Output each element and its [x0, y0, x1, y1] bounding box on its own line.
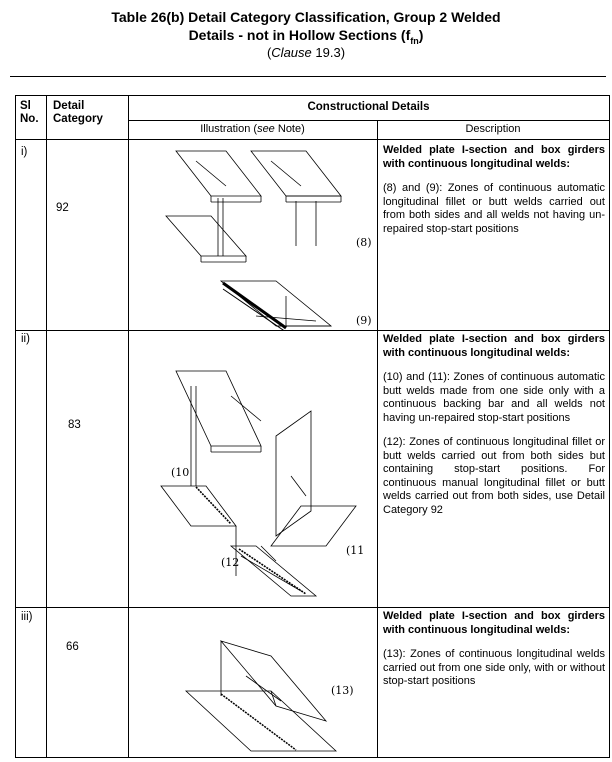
- col-divider-1: [46, 96, 47, 757]
- col-header-sl-a: Sl: [20, 100, 31, 112]
- clause-close: ): [340, 45, 346, 60]
- col-divider-3: [377, 120, 378, 757]
- table-title-line-1: Table 26(b) Detail Category Classification, Group 2 Welded: [111, 9, 501, 25]
- clause-number: 19.3: [311, 45, 341, 60]
- row-3-para-1: (13): Zones of continuous longitudinal welds carried out from one side only, with or without stop-start positions: [383, 648, 605, 687]
- title-close: ): [418, 27, 424, 43]
- illustration-label: Illustration (: [200, 123, 258, 135]
- row-3-heading: Welded plate I-section and box girders with continuous longitudinal welds:: [383, 610, 605, 636]
- col-header-constructional: Constructional Details: [307, 101, 430, 113]
- col-header-illustration: [128, 123, 377, 135]
- row-1-description: [383, 144, 605, 247]
- row-1-para-1: (8) and (9): Zones of continuous automatic longitudinal fillet or butt welds carried out from both sides and all welds not having un-repaired stop-start positions: [383, 182, 605, 235]
- col-header-detail-b: Category: [53, 113, 103, 125]
- row-3-category: 66: [66, 641, 79, 653]
- label-10: (10: [171, 466, 190, 479]
- detail-category-table: [15, 95, 610, 758]
- row-2-description: [383, 333, 605, 528]
- row-2-illustration: [151, 366, 371, 601]
- illustration-see: see: [257, 123, 275, 135]
- row-2-para-2: (12): Zones of continuous longitudinal fillet or butt welds carried out from both sides but containing stop-start positions. For continuous manual longitudinal fillet or butt welds carried out from both sides, use Detail Category 92: [383, 436, 605, 516]
- col-divider-2: [128, 96, 129, 757]
- col-header-description: Description: [465, 123, 521, 135]
- row-2-sl: ii): [21, 333, 30, 345]
- welded-girder-drawing-13: [166, 636, 371, 756]
- clause-open: (: [266, 45, 272, 60]
- label-9: (9): [356, 314, 372, 327]
- row-3-description: [383, 610, 605, 700]
- label-11: (11: [346, 544, 365, 557]
- header-bottom: [16, 139, 609, 140]
- welded-girder-drawing-10-12: [151, 366, 371, 601]
- row-3-illustration: [166, 636, 371, 756]
- row-1-illustration: [156, 146, 374, 331]
- label-12: (12: [221, 556, 240, 569]
- title-subscript: fn: [410, 35, 419, 46]
- row-2-para-1: (10) and (11): Zones of continuous automatic butt welds made from one side only with a continuous backing bar and all welds not having un-repaired stop-start positions: [383, 371, 605, 424]
- welded-girder-drawing-8-9: [156, 146, 374, 331]
- clause-word: Clause: [271, 45, 312, 60]
- header-split: [128, 120, 609, 121]
- col-header-sl: [20, 100, 39, 126]
- label-13: (13): [331, 684, 354, 697]
- row-1-heading: Welded plate I-section and box girders with continuous longitudinal welds:: [383, 144, 605, 170]
- header-rule: [10, 76, 606, 77]
- col-header-detail: [53, 100, 103, 126]
- row-3-sl: iii): [21, 611, 33, 623]
- row-2-category: 83: [68, 419, 81, 431]
- title-text: Details - not in Hollow Sections (f: [188, 27, 411, 43]
- row-1-sl: i): [21, 146, 28, 158]
- illustration-note: Note): [274, 123, 305, 135]
- row-1-category: 92: [56, 202, 69, 214]
- row-2-heading: Welded plate I-section and box girders with continuous longitudinal welds:: [383, 333, 605, 359]
- clause-reference: [0, 45, 612, 60]
- row-divider-2: [16, 607, 609, 608]
- label-8: (8): [356, 236, 372, 249]
- col-header-detail-a: Detail: [53, 100, 85, 112]
- col-header-sl-b: No.: [20, 113, 39, 125]
